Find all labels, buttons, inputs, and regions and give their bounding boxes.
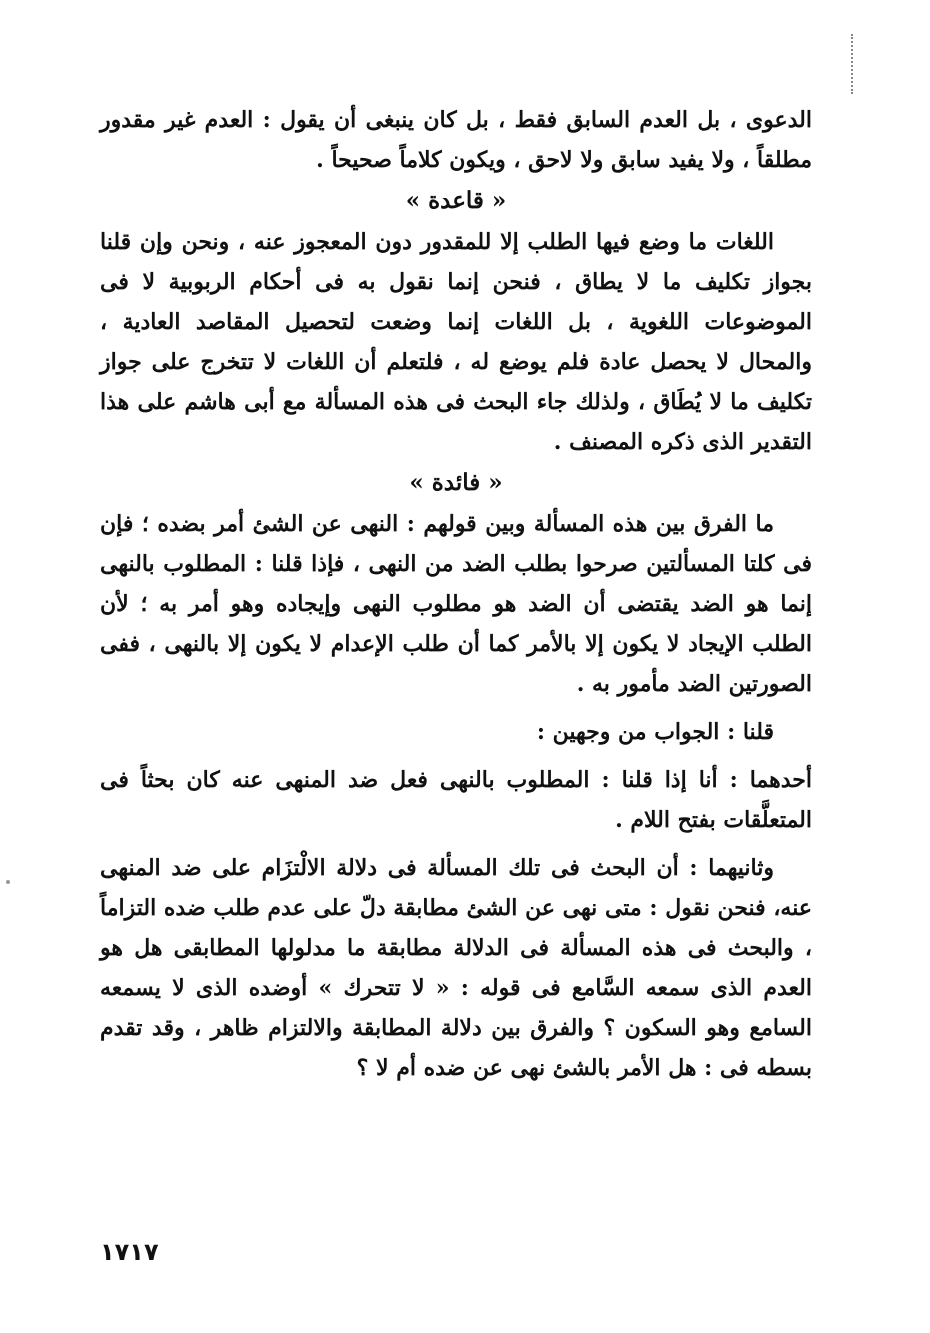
heading-rule: « قاعدة »: [405, 187, 507, 214]
paragraph-answer: قلنا : الجواب من وجهين :: [536, 719, 774, 745]
margin-mark: [6, 880, 10, 884]
paragraph-rule: اللغات ما وضع فيها الطلب إلا للمقدور دون المعجوز عنه ، ونحن وإن قلنا بجواز تكليف ما لا يطاق ، فنحن إنما نقول به فى أحكام الربوبية لا فى الموضوعات اللغوية ، بل اللغات إنما وضعت لتحصيل المقاصد العادية ، والمحال لا يحصل عادة فلم يوضع له ، فلتعلم أن اللغات لا تتخرج على جواز تكليف ما لا يُطَاق ، ولذلك جاء البحث فى هذه المسألة مع أبى هاشم على هذا التقدير الذى ذكره المصنف .: [100, 229, 812, 455]
paragraph-first-aspect: أحدهما : أنا إذا قلنا : المطلوب بالنهى فعل ضد المنهى عنه كان بحثاً فى المتعلَّقات بفتح اللام .: [100, 767, 812, 833]
margin-ticks: [851, 34, 855, 94]
heading-benefit: « فائدة »: [409, 469, 503, 496]
page-number: ١٧١٧: [100, 1238, 159, 1266]
paragraph-intro: الدعوى ، بل العدم السابق فقط ، بل كان ينبغى أن يقول : العدم غير مقدور مطلقاً ، ولا يفيد سابق ولا لاحق ، ويكون كلاماً صحيحاً .: [100, 107, 812, 173]
paragraph-benefit: ما الفرق بين هذه المسألة وبين قولهم : النهى عن الشئ أمر بضده ؛ فإن فى كلتا المسألتين صرحوا بطلب الضد من النهى ، فإذا قلنا : المطلوب بالنهى إنما هو الضد يقتضى أن الضد هو مطلوب النهى وإيجاده وهو أمر به ؛ لأن الطلب الإيجاد لا يكون إلا بالأمر كما أن طلب الإعدام لا يكون إلا بالنهى ، ففى الصورتين الضد مأمور به .: [100, 511, 812, 697]
paragraph-second-aspect: وثانيهما : أن البحث فى تلك المسألة فى دلالة الالْتزَام على ضد المنهى عنه، فنحن نقول : متى نهى عن الشئ مطابقة دلّ على عدم طلب ضده التزاماً ، والبحث فى هذه المسألة فى الدلالة مطابقة ما مدلولها المطابقى هل هو العدم الذى سمعه السَّامع فى قوله : « لا تتحرك » أوضده الذى لا يسمعه السامع وهو السكون ؟ والفرق بين دلالة المطابقة والالتزام ظاهر ، وقد تقدم بسطه فى : هل الأمر بالشئ نهى عن ضده أم لا ؟: [100, 855, 812, 1081]
page-body: [100, 100, 812, 1088]
